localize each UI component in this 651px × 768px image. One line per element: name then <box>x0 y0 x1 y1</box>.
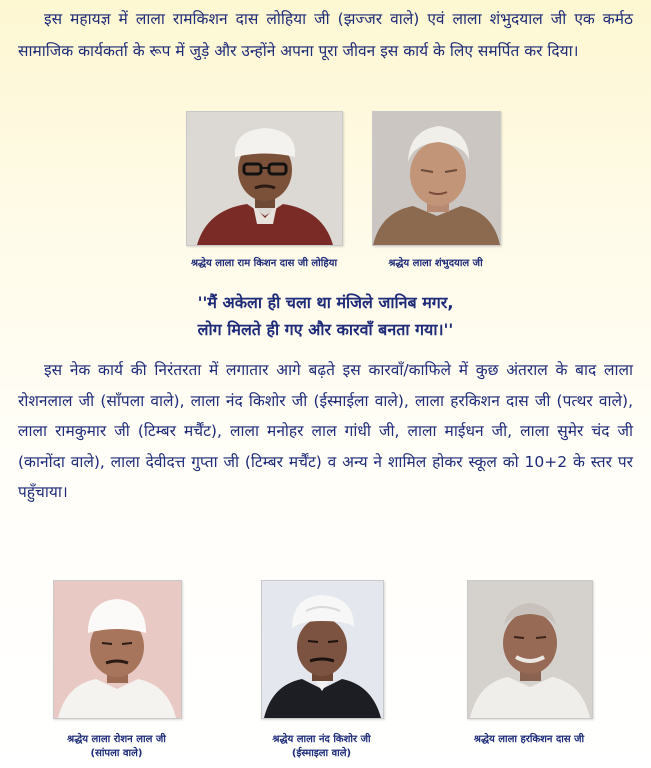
quote-line-1: ''मैं अकेला ही चला था मंजिले जानिब मगर, <box>197 293 454 312</box>
portrait-photo-shambhudayal <box>372 111 501 246</box>
portrait-photo-roshan-lal <box>53 580 182 719</box>
caption-roshan-lal-line-2: (सांपला वाले) <box>90 748 143 759</box>
caption-roshan-lal-line-1: श्रद्धेय लाला रोशन लाल जी <box>67 734 166 745</box>
portrait-photo-ramkishan-das-lohiya <box>186 111 343 246</box>
caption-roshan-lal <box>30 733 203 761</box>
couplet-quote <box>0 289 651 343</box>
quote-line-2: लोग मिलते ही गए और कारवाँ बनता गया।'' <box>197 320 454 339</box>
caption-nand-kishore <box>234 733 409 761</box>
intro-paragraph: इस महायज्ञ में लाला रामकिशन दास लोहिया जी (झज्जर वाले) एवं लाला शंभुदयाल जी एक कर्मठ सामाजिक कार्यकर्ता के रूप में जुड़े और उन्होंने अपना पूरा जीवन इस कार्य के लिए समर्पित कर दिया। <box>18 10 633 60</box>
caption-harkishan-das <box>441 733 617 747</box>
continuation-paragraph: इस नेक कार्य की निरंतरता में लगातार आगे बढ़ते इस कारवाँ/काफिले में कुछ अंतराल के बाद लाला रोशनलाल जी (साँपला वाले), लाला नंद किशोर जी (ईस्माईला वाले), लाला हरकिशन दास जी (पत्थर वाले), लाला रामकुमार जी (टिम्बर मर्चैंट), लाला मनोहर लाल गांधी जी, लाला माईधन जी, लाला सुमेर चंद जी (कानोंदा वाले), लाला देवीदत्त गुप्ता जी (टिम्बर मर्चैंट) व अन्य ने शामिल होकर स्कूल को 10+2 के स्तर पर पहुँचाया। <box>18 361 633 501</box>
portrait-photo-harkishan-das <box>467 580 593 719</box>
caption-harkishan-das-line-1: श्रद्धेय लाला हरकिशन दास जी <box>473 734 585 745</box>
caption-shambhudayal: श्रद्धेय लाला शंभुदयाल जी <box>388 258 483 269</box>
caption-nand-kishore-line-1: श्रद्धेय लाला नंद किशोर जी <box>272 734 371 745</box>
caption-ramkishan-das-lohiya: श्रद्धेय लाला राम किशन दास जी लोहिया <box>190 258 338 269</box>
portrait-photo-nand-kishore <box>261 580 384 719</box>
caption-nand-kishore-line-2: (ईस्माइला वाले) <box>291 748 352 759</box>
